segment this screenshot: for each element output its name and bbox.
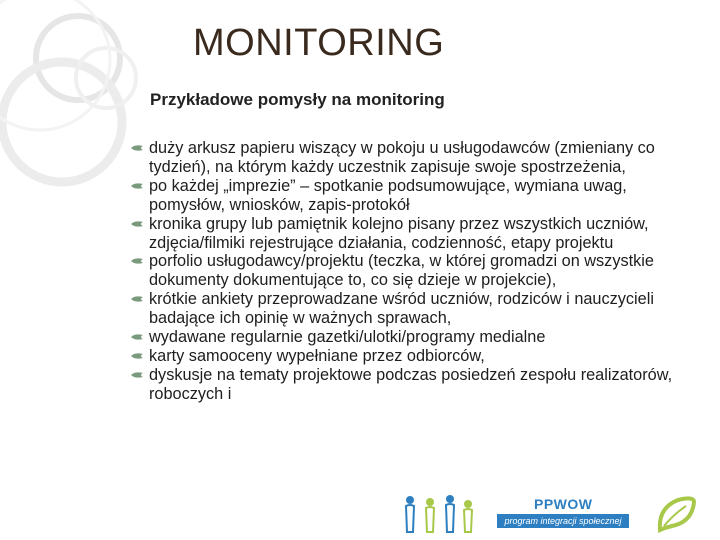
leaf-icon	[654, 494, 698, 536]
slide-subtitle: Przykładowe pomysły na monitoring	[150, 90, 445, 109]
bullet-text: krótkie ankiety przeprowadzane wśród uczniów, rodziców i nauczycieli badające ich opinię w ważnych sprawach,	[149, 290, 654, 328]
bullet-icon	[130, 256, 144, 266]
bullet-text: dyskusje na tematy projektowe podczas posiedzeń zespołu realizatorów, roboczych i	[149, 365, 673, 403]
bullet-text: duży arkusz papieru wiszący w pokoju u usługodawców (zmieniany co tydzień), na którym każdy uczestnik zapisuje swoje spostrzeżenia,	[149, 139, 655, 176]
list-item	[130, 177, 700, 215]
bullet-icon	[130, 181, 144, 191]
footer-logo	[372, 490, 720, 540]
list-item	[130, 215, 700, 253]
bullet-list	[130, 139, 700, 404]
bullet-text: po każdej „imprezie” – spotkanie podsumowujące, wymiana uwag, pomysłów, wniosków, zapis-protokół	[149, 176, 627, 214]
bullet-icon	[130, 351, 144, 361]
logo-tagline: program integracji społecznej	[497, 514, 629, 528]
bullet-text: wydawane regularnie gazetki/ulotki/programy medialne	[149, 328, 546, 347]
bullet-icon	[130, 370, 144, 380]
list-item	[130, 290, 700, 328]
bullet-text: karty samooceny wypełniane przez odbiorców,	[149, 346, 485, 365]
bullet-icon	[130, 294, 144, 304]
list-item	[130, 347, 700, 366]
bullet-icon	[130, 143, 144, 153]
slide-title: MONITORING	[193, 22, 445, 64]
bullet-icon	[130, 219, 144, 229]
bullet-text: porfolio usługodawcy/projektu (teczka, w której gromadzi on wszystkie dokumenty dokumentujące to, co się dzieje w projekcie),	[149, 252, 654, 290]
list-item	[130, 366, 700, 404]
list-item	[130, 328, 700, 347]
logo-name: PPWOW	[534, 496, 593, 512]
bullet-text: kronika grupy lub pamiętnik kolejno pisany przez wszystkich uczniów, zdjęcia/filmiki rejestrujące działania, codzienność, etapy projektu	[149, 214, 649, 252]
list-item	[130, 139, 700, 177]
people-figures-icon	[400, 492, 480, 538]
list-item	[130, 252, 700, 290]
bullet-icon	[130, 332, 144, 342]
